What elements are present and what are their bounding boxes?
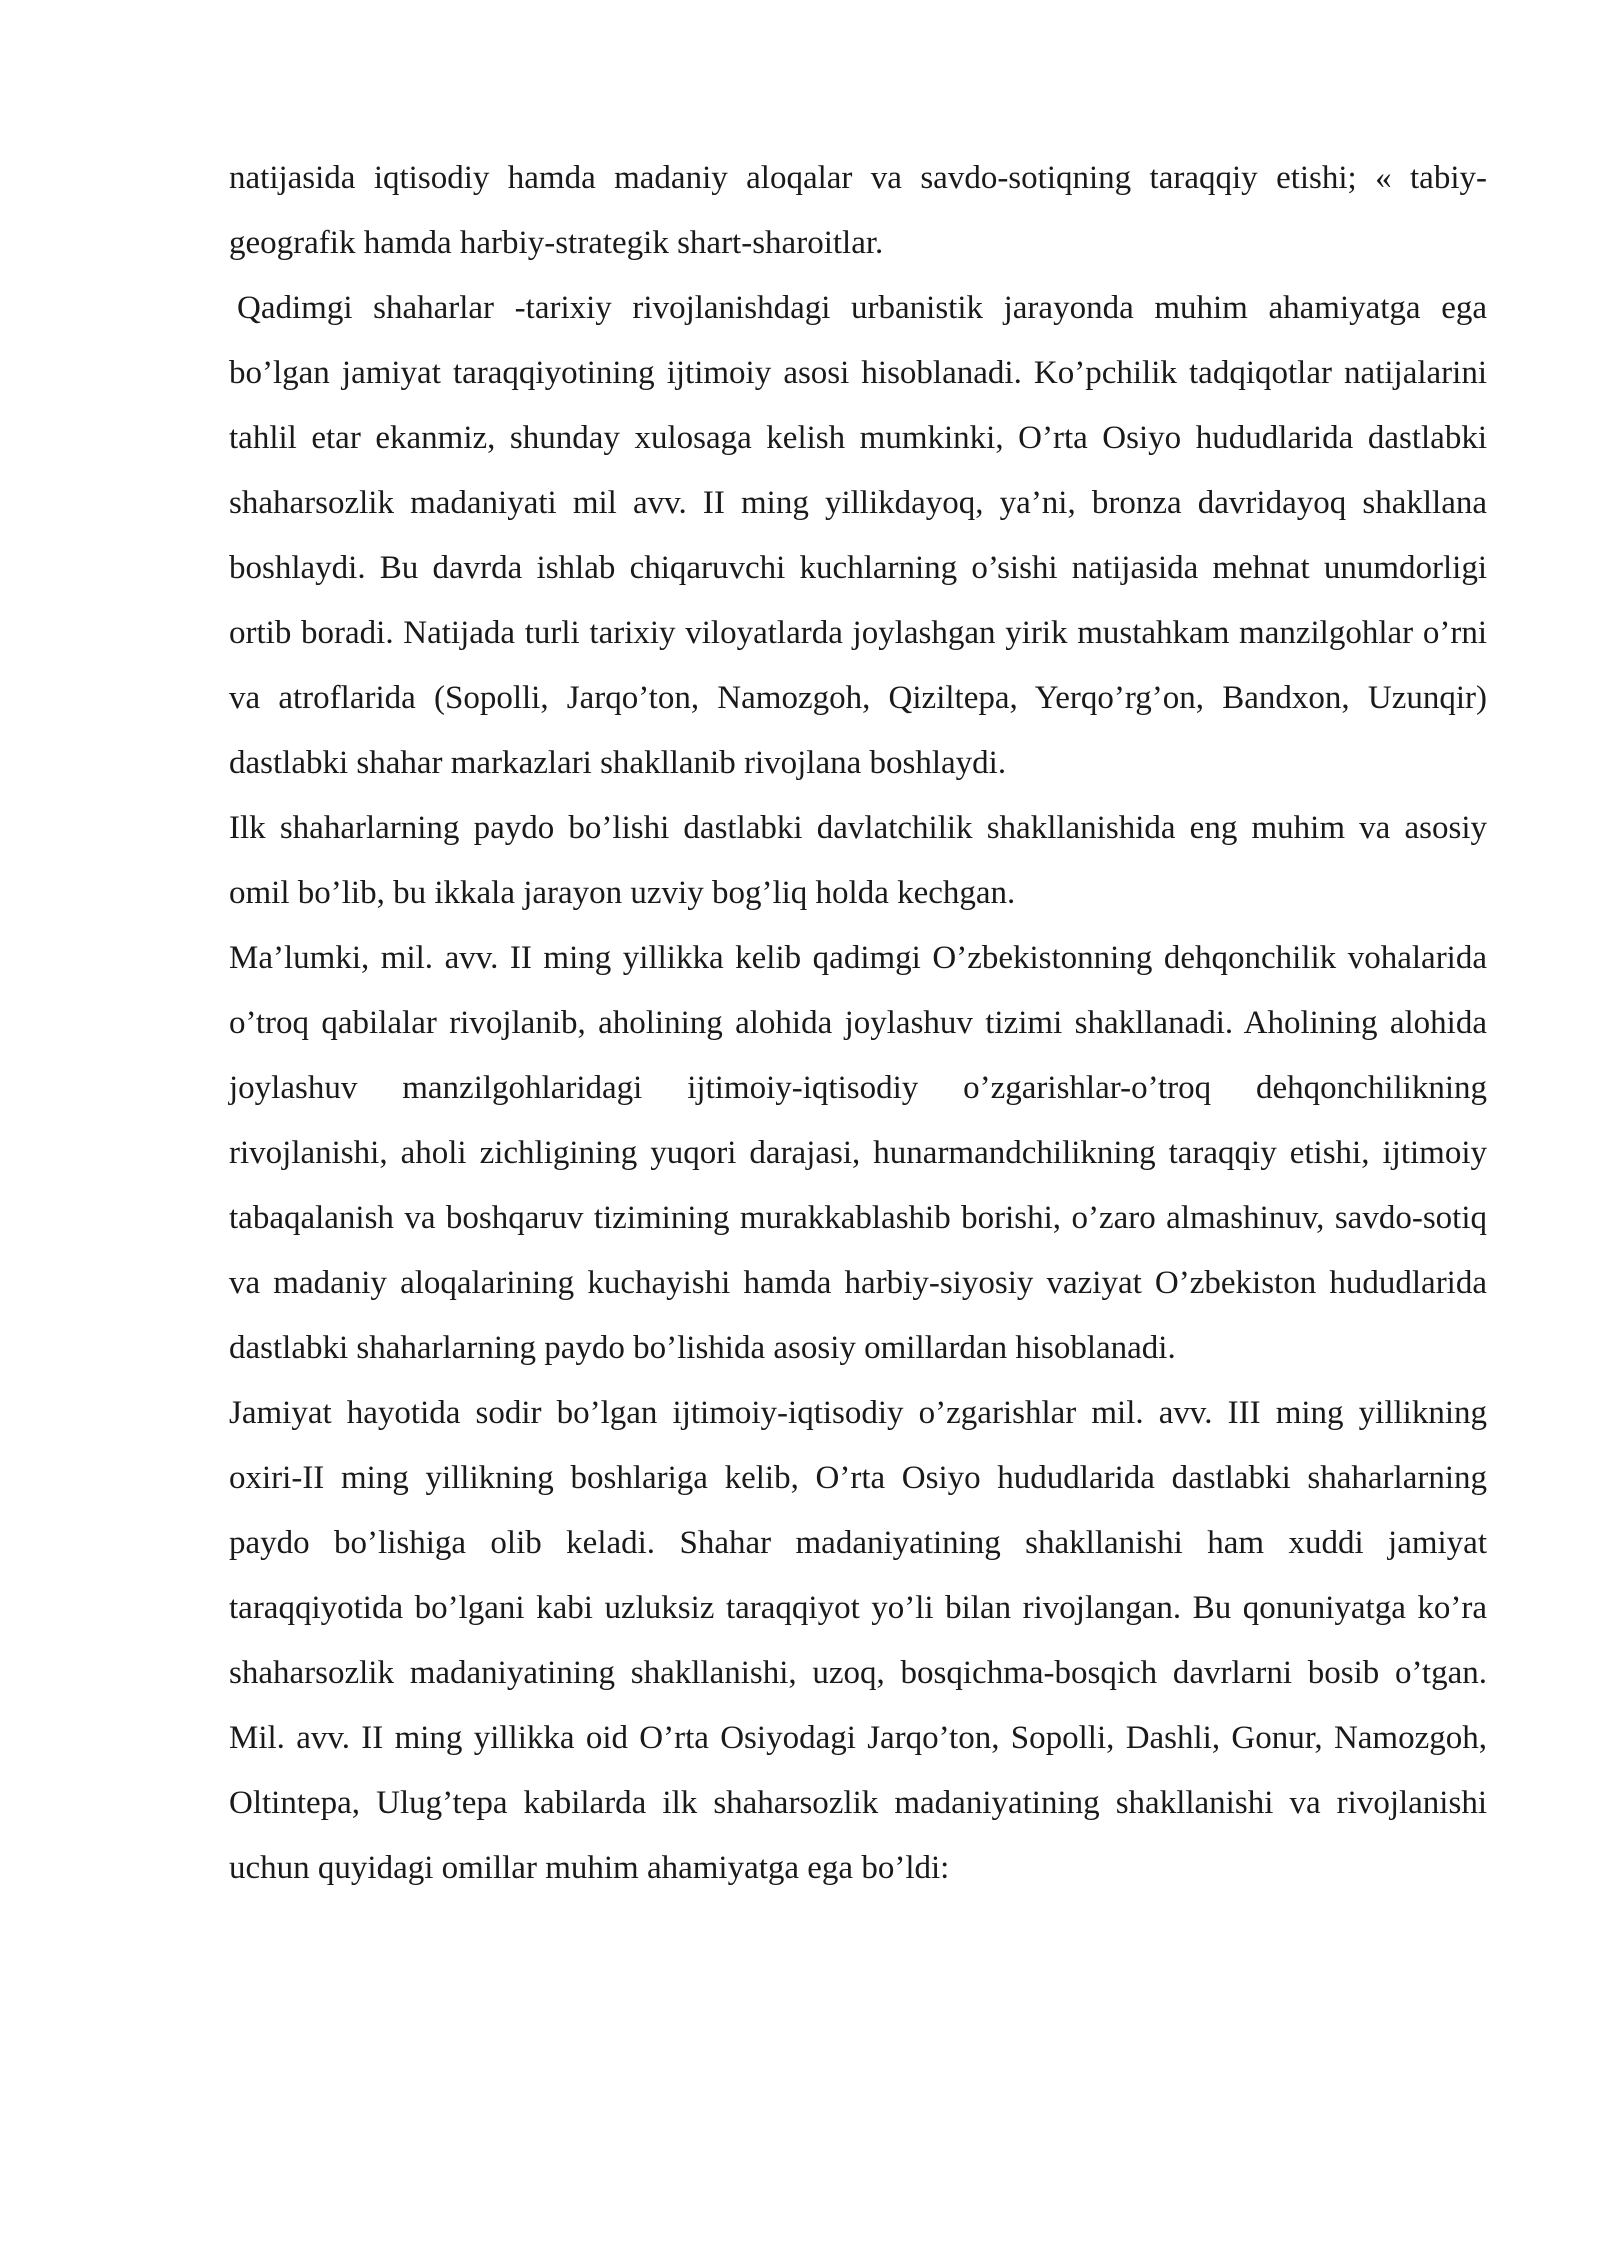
paragraph-first-cities-statehood: Ilk shaharlarning paydo bo’lishi dastlabki davlatchilik shakllanishida eng muhim va asosiy omil bo’lib, bu ikkala jarayon uzviy bog’liq holda kechgan.: [229, 810, 1487, 911]
paragraph-urban-culture-factors: Jamiyat hayotida sodir bo’lgan ijtimoiy-iqtisodiy o’zgarishlar mil. avv. III ming yillikning oxiri-II ming yillikning boshlariga kelib, O’rta Osiyo hududlarida dastlabki shaharlarning paydo bo’lishiga olib keladi. Shahar madaniyatining shakllanishi ham xuddi jamiyat taraqqiyotida bo’lgani kabi uzluksiz taraqqiyot yo’li bilan rivojlangan. Bu qonuniyatga ko’ra shaharsozlik madaniyatining shakllanishi, uzoq, bosqichma-bosqich davrlarni bosib o’tgan. Mil. avv. II ming yillikka oid O’rta Osiyodagi Jarqo’ton, Sopolli, Dashli, Gonur, Namozgoh, Oltintepa, Ulug’tepa kabilarda ilk shaharsozlik madaniyatining shakllanishi va rivojlanishi uchun quyidagi omillar muhim ahamiyatga ega bo’ldi:: [229, 1395, 1487, 1886]
paragraph-factors-continued: natijasida iqtisodiy hamda madaniy aloqalar va savdo-sotiqning taraqqiy etishi; « tabiy-geografik hamda harbiy-strategik shart-sharoitlar.: [229, 160, 1487, 261]
document-page: [229, 146, 1487, 1901]
paragraph-settlement-system: Ma’lumki, mil. avv. II ming yillikka kelib qadimgi O’zbekistonning dehqonchilik vohalarida o’troq qabilalar rivojlanib, aholining alohida joylashuv tizimi shakllanadi. Aholining alohida joylashuv manzilgohlaridagi ijtimoiy-iqtisodiy o’zgarishlar-o’troq dehqonchilikning rivojlanishi, aholi zichligining yuqori darajasi, hunarmandchilikning taraqqiy etishi, ijtimoiy tabaqalanish va boshqaruv tizimining murakkablashib borishi, o’zaro almashinuv, savdo-sotiq va madaniy aloqalarining kuchayishi hamda harbiy-siyosiy vaziyat O’zbekiston hududlarida dastlabki shaharlarning paydo bo’lishida asosiy omillardan hisoblanadi.: [229, 940, 1487, 1366]
paragraph-ancient-cities: Qadimgi shaharlar -tarixiy rivojlanishdagi urbanistik jarayonda muhim ahamiyatga ega bo’lgan jamiyat taraqqiyotining ijtimoiy asosi hisoblanadi. Ko’pchilik tadqiqotlar natijalarini tahlil etar ekanmiz, shunday xulosaga kelish mumkinki, O’rta Osiyo hududlarida dastlabki shaharsozlik madaniyati mil avv. II ming yillikdayoq, ya’ni, bronza davridayoq shakllana boshlaydi. Bu davrda ishlab chiqaruvchi kuchlarning o’sishi natijasida mehnat unumdorligi ortib boradi. Natijada turli tarixiy viloyatlarda joylashgan yirik mustahkam manzilgohlar o’rni va atroflarida (Sopolli, Jarqo’ton, Namozgoh, Qiziltepa, Yerqo’rg’on, Bandxon, Uzunqir) dastlabki shahar markazlari shakllanib rivojlana boshlaydi.: [229, 290, 1487, 781]
